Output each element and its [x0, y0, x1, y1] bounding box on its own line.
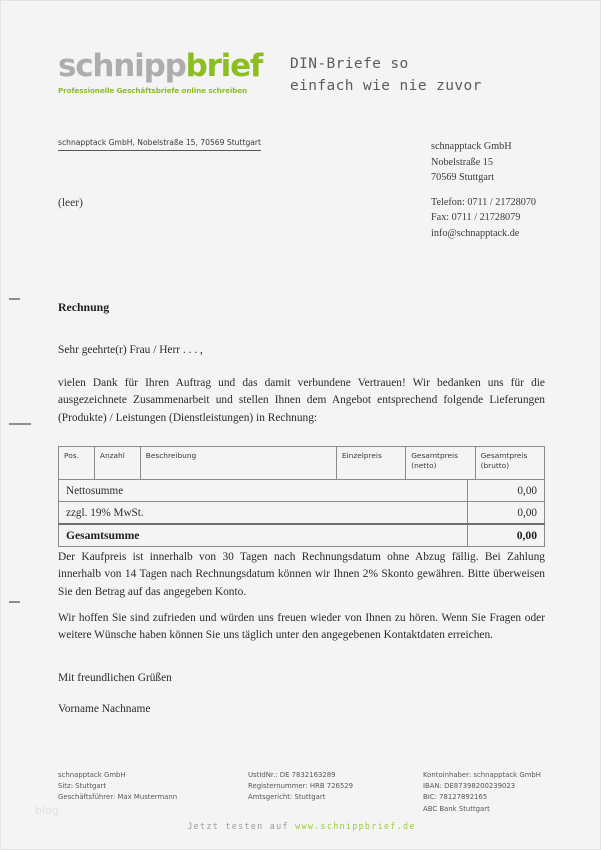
- column-header-gesamtpreis-brutto-line2: (brutto): [480, 460, 510, 470]
- totals-row-mwst: [59, 502, 545, 525]
- footer-column-company: [58, 770, 248, 815]
- signature-name: Vorname Nachname: [58, 703, 151, 715]
- letter-subject: Rechnung: [58, 300, 110, 314]
- footer-bank-name: ABC Bank Stuttgart: [423, 804, 490, 813]
- logo-wordmark-part1: schnipp: [58, 48, 186, 84]
- column-header-pos: Pos.: [59, 447, 95, 480]
- logo-wordmark: [58, 48, 263, 84]
- letter-salutation: Sehr geehrte(r) Frau / Herr . . . ,: [58, 344, 203, 356]
- totals-label-netto: Nettosumme: [59, 480, 468, 502]
- table-header-row: [59, 447, 545, 480]
- closing-paragraph: Wir hoffen Sie sind zufrieden und würden uns freuen wieder von Ihnen zu hören. Wenn Sie Fragen oder weitere Wünsche haben können Sie uns täglich unter den angegebenen Kontaktdaten erreichen.: [58, 612, 545, 642]
- line-items-table: [58, 446, 545, 480]
- fold-mark-middle: [9, 423, 31, 425]
- column-header-gesamtpreis-brutto: [475, 447, 544, 480]
- company-street: Nobelstraße 15: [431, 156, 493, 168]
- column-header-beschreibung: Beschreibung: [140, 447, 336, 480]
- footer-company-seat: Sitz: Stuttgart: [58, 782, 107, 791]
- footer-court: Amtsgericht: Stuttgart: [248, 793, 326, 802]
- footer-column-registration: [248, 770, 423, 815]
- letterhead: [58, 48, 558, 111]
- footer-account-holder: Kontoinhaber: schnapptack GmbH: [423, 771, 541, 779]
- totals-amount-gesamt: 0,00: [468, 524, 545, 547]
- column-header-gesamtpreis-netto: [406, 447, 475, 480]
- logo-wordmark-part2: brief: [185, 48, 263, 84]
- totals-row-netto: [59, 480, 545, 502]
- footer-company-director: Geschäftsführer: Max Mustermann: [58, 793, 178, 802]
- totals-label-gesamt: Gesamtsumme: [59, 524, 468, 547]
- company-contact-block: [431, 139, 536, 241]
- promo-url-link[interactable]: www.schnippbrief.de: [295, 821, 416, 831]
- footer-register-number: Registernummer: HRB 726529: [248, 782, 354, 791]
- footer-company-name: schnapptack GmbH: [58, 771, 126, 779]
- payment-terms-paragraph: Der Kaufpreis ist innerhalb von 30 Tagen nach Rechnungsdatum ohne Abzug fällig. Bei Zahlung innerhalb von 14 Tagen nach Rechnungsdatum können wir Ihnen 2% Skonto gewähren. Bitte überweisen Sie den Betrag auf das angegeben Konto.: [58, 551, 545, 598]
- footer-bic: BIC: 78127892165: [423, 793, 488, 802]
- fold-mark-bottom: [9, 601, 20, 603]
- letter-intro-paragraph: vielen Dank für Ihren Auftrag und das damit verbundene Vertrauen! Wir bedanken uns für die ausgezeichnete Zusammenarbeit und stellen Ihnen dem Angebot entsprechend folgende Lieferungen (Produkte) / Leistungen (Dienstleistungen) in Rechnung:: [58, 377, 545, 424]
- company-info-spacer: [431, 186, 536, 195]
- company-fax: Fax: 0711 / 21728079: [431, 212, 521, 223]
- header-slogan-line1: DIN-Briefe so: [290, 56, 409, 72]
- totals-row-gesamt: [59, 524, 545, 547]
- company-city: 70569 Stuttgart: [431, 172, 495, 183]
- brand-logo: [58, 48, 263, 95]
- footer-vat-id: UstIdNr.: DE 7832163289: [248, 771, 336, 779]
- promo-bar: [1, 821, 601, 831]
- fold-mark-top: [9, 298, 20, 300]
- column-header-gesamtpreis-netto-line2: (netto): [411, 460, 437, 470]
- totals-label-mwst: zzgl. 19% MwSt.: [59, 502, 468, 525]
- recipient-placeholder: (leer): [58, 197, 83, 209]
- blog-watermark: blog: [35, 804, 59, 817]
- company-email: info@schnapptack.de: [431, 227, 520, 239]
- company-phone: Telefon: 0711 / 21728070: [431, 196, 537, 208]
- column-header-anzahl: Anzahl: [94, 447, 140, 480]
- header-slogan: [290, 53, 482, 98]
- column-header-gesamtpreis-netto-line1: Gesamtpreis: [411, 451, 458, 460]
- totals-amount-netto: 0,00: [468, 480, 545, 502]
- totals-amount-mwst: 0,00: [468, 502, 545, 525]
- company-name: schnapptack GmbH: [431, 141, 512, 152]
- footer-iban: IBAN: DE87398200239023: [423, 782, 516, 791]
- column-header-einzelpreis: Einzelpreis: [336, 447, 405, 480]
- footer-column-bank: [423, 770, 548, 815]
- page-footer: [58, 770, 548, 815]
- header-slogan-line2: einfach wie nie zuvor: [290, 78, 482, 95]
- totals-table: [58, 479, 545, 547]
- promo-prefix: Jetzt testen auf: [187, 821, 296, 831]
- logo-tagline: Professionelle Geschäftsbriefe online schreiben: [58, 86, 248, 95]
- sender-address-line: schnapptack GmbH, Nobelstraße 15, 70569 Stuttgart: [58, 138, 261, 151]
- column-header-gesamtpreis-brutto-line1: Gesamtpreis: [480, 451, 528, 460]
- closing-regards: Mit freundlichen Grüßen: [58, 672, 172, 684]
